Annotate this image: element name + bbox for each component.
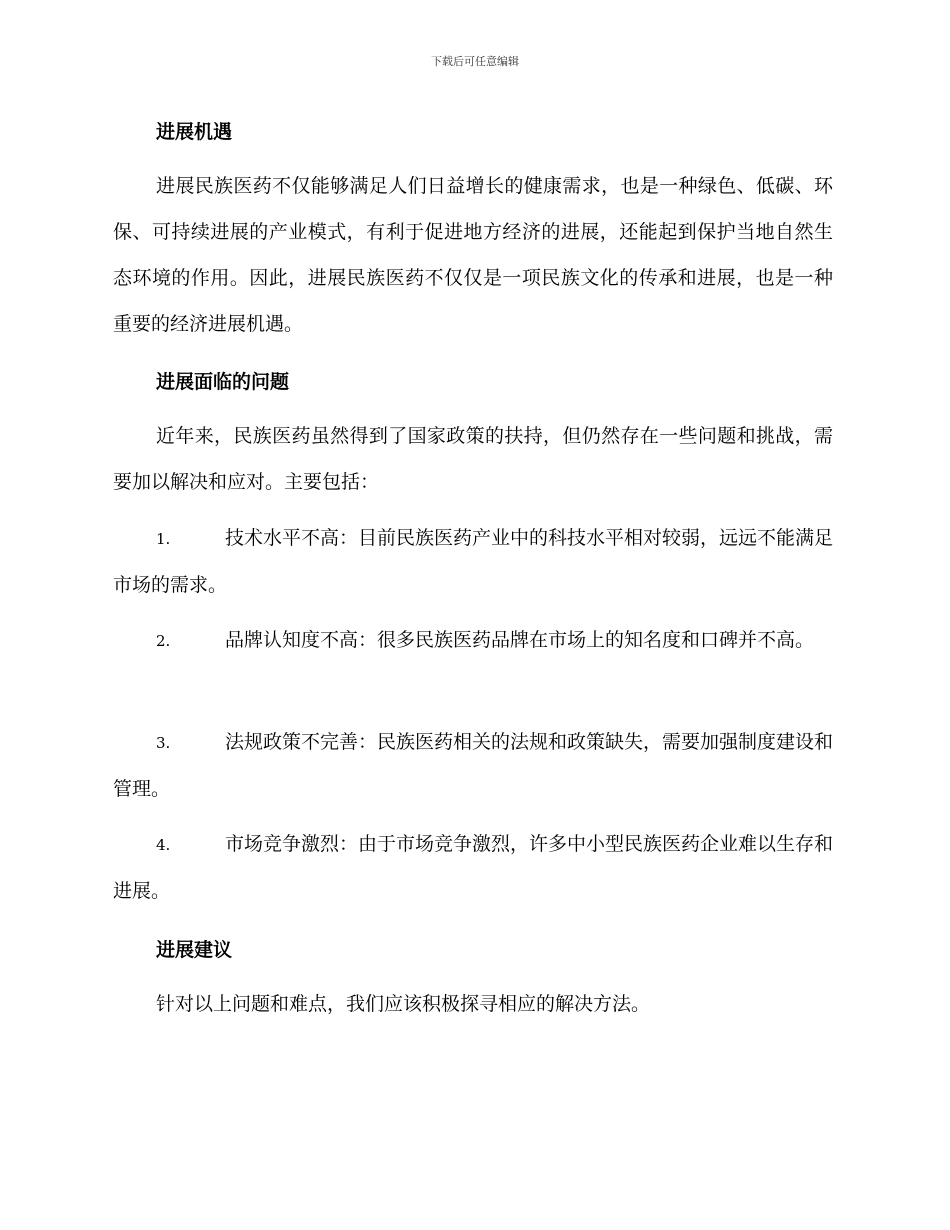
list-item-text: 技术水平不高：目前民族医药产业中的科技水平相对较弱，远远不能满足市场的需求。 [113,527,834,596]
list-item-number: 4. [156,836,171,854]
paragraph-suggestions: 针对以上问题和难点，我们应该积极探寻相应的解决方法。 [156,993,651,1015]
list-item-number: 1. [156,530,171,548]
paragraph-problems-intro: 近年来，民族医药虽然得到了国家政策的扶持，但仍然存在一些问题和挑战，需要加以解决和应对。主要包括： [113,425,833,493]
list-item-number: 2. [156,632,171,650]
header-note: 下载后可任意编辑 [431,55,519,68]
list-item-text: 市场竞争激烈：由于市场竞争激烈，许多中小型民族医药企业难以生存和进展。 [113,833,834,902]
section-heading-opportunity: 进展机遇 [156,121,233,143]
list-item [113,821,833,914]
list-item [113,719,833,812]
list-item [113,617,833,664]
list-item-text: 品牌认知度不高：很多民族医药品牌在市场上的知名度和口碑并不高。 [225,629,815,651]
list-item-text: 法规政策不完善：民族医药相关的法规和政策缺失，需要加强制度建设和管理。 [113,731,834,800]
list-item [113,515,833,608]
section-heading-suggestions: 进展建议 [156,939,233,961]
paragraph-opportunity: 进展民族医药不仅能够满足人们日益增长的健康需求，也是一种绿色、低碳、环保、可持续进展的产业模式，有利于促进地方经济的进展，还能起到保护当地自然生态环境的作用。因此，进展民族医药不仅仅是一项民族文化的传承和进展，也是一种重要的经济进展机遇。 [113,175,833,335]
section-heading-problems: 进展面临的问题 [156,371,290,393]
list-item-number: 3. [156,734,171,752]
